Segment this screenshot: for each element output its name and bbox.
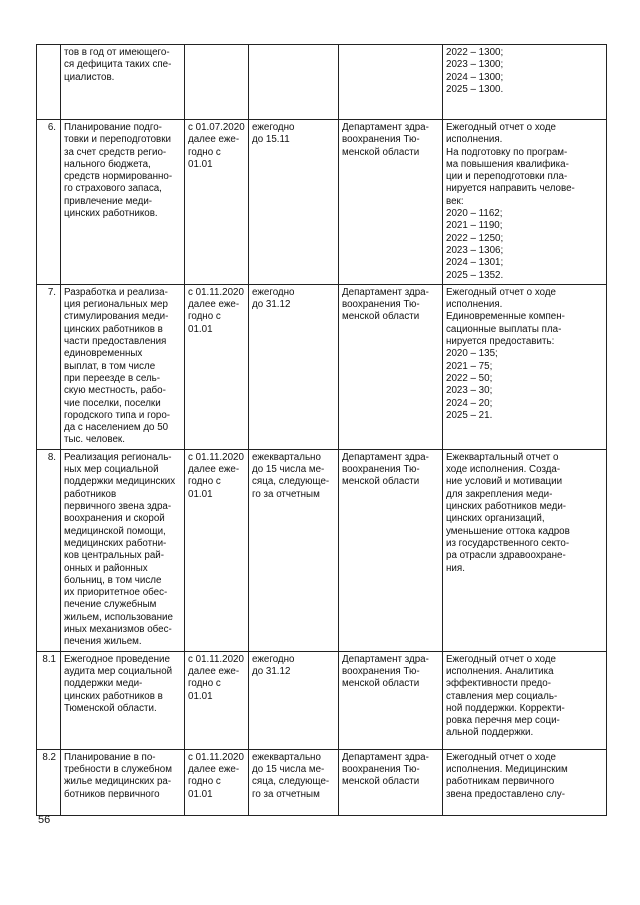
cell-num: 8.1 xyxy=(37,651,61,749)
cell-num: 6. xyxy=(37,120,61,285)
cell-period xyxy=(249,45,339,120)
table-row xyxy=(37,449,607,651)
cell-executor: Департамент здра- воохранения Тю- менской области xyxy=(339,449,443,651)
cell-start: с 01.07.2020 далее еже- годно с 01.01 xyxy=(185,120,249,285)
cell-executor: Департамент здра- воохранения Тю- менской области xyxy=(339,120,443,285)
cell-executor: Департамент здра- воохранения Тю- менской области xyxy=(339,284,443,449)
cell-executor: Департамент здра- воохранения Тю- менской области xyxy=(339,651,443,749)
table-row xyxy=(37,284,607,449)
cell-num: 8.2 xyxy=(37,749,61,815)
cell-result: 2022 – 1300; 2023 – 1300; 2024 – 1300; 2025 – 1300. xyxy=(443,45,607,120)
cell-num: 8. xyxy=(37,449,61,651)
cell-start xyxy=(185,45,249,120)
cell-measure: тов в год от имеющего- ся дефицита таких спе- циалистов. xyxy=(61,45,185,120)
cell-start: с 01.11.2020 далее еже- годно с 01.01 xyxy=(185,449,249,651)
cell-measure: Реализация региональ- ных мер социальной поддержки медицинских работников первичного звена здра- воохранения и скорой медицинской помощи, медицинских работни- ков центральных рай- онных и районных больниц, в том числе их приоритетное обес- печение служебным жильем, использование иных механизмов обес- печения жильем. xyxy=(61,449,185,651)
measures-table xyxy=(36,44,607,816)
cell-result: Ежеквартальный отчет о ходе исполнения. Созда- ние условий и мотивации для закрепления меди- цинских работников меди- цинских организаций, уменьшение оттока кадров из государственного секто- ра отрасли здравоохране- ния. xyxy=(443,449,607,651)
cell-period: ежеквартально до 15 числа ме- сяца, следующе- го за отчетным xyxy=(249,449,339,651)
cell-result: Ежегодный отчет о ходе исполнения. Единовременные компен- сационные выплаты пла- нируется предоставить: 2020 – 135; 2021 – 75; 2022 – 50; 2023 – 30; 2024 – 20; 2025 – 21. xyxy=(443,284,607,449)
table-row xyxy=(37,120,607,285)
table-body xyxy=(37,45,607,816)
table-row xyxy=(37,749,607,815)
cell-period: ежеквартально до 15 числа ме- сяца, следующе- го за отчетным xyxy=(249,749,339,815)
cell-start: с 01.11.2020 далее еже- годно с 01.01 xyxy=(185,651,249,749)
cell-measure: Планирование в по- требности в служебном жилье медицинских ра- ботников первичного xyxy=(61,749,185,815)
cell-period: ежегодно до 31.12 xyxy=(249,284,339,449)
cell-executor: Департамент здра- воохранения Тю- менской области xyxy=(339,749,443,815)
cell-result: Ежегодный отчет о ходе исполнения. На подготовку по програм- ма повышения квалифика- ции и переподготовки пла- нируется направить челове- век: 2020 – 1162; 2021 – 1190; 2022 – 1250; 2023 – 1306; 2024 – 1301; 2025 – 1352. xyxy=(443,120,607,285)
cell-measure: Ежегодное проведение аудита мер социальной поддержки меди- цинских работников в Тюменской области. xyxy=(61,651,185,749)
cell-num: 7. xyxy=(37,284,61,449)
cell-start: с 01.11.2020 далее еже- годно с 01.01 xyxy=(185,749,249,815)
cell-start: с 01.11.2020 далее еже- годно с 01.01 xyxy=(185,284,249,449)
cell-period: ежегодно до 31.12 xyxy=(249,651,339,749)
cell-period: ежегодно до 15.11 xyxy=(249,120,339,285)
table-row xyxy=(37,45,607,120)
cell-executor xyxy=(339,45,443,120)
table-row xyxy=(37,651,607,749)
cell-result: Ежегодный отчет о ходе исполнения. Аналитика эффективности предо- ставления мер социаль- ной поддержки. Корректи- ровка перечня мер соци- альной поддержки. xyxy=(443,651,607,749)
cell-measure: Разработка и реализа- ция региональных мер стимулирования меди- цинских работников в части предоставления единовременных выплат, в том числе при переезде в сель- скую местность, рабо- чие поселки, поселки городского типа и горо- да с населением до 50 тыс. человек. xyxy=(61,284,185,449)
cell-measure: Планирование подго- товки и переподготовки за счет средств регио- нального бюджета, средств нормированно- го страхового запаса, привлечение меди- цинских работников. xyxy=(61,120,185,285)
cell-result: Ежегодный отчет о ходе исполнения. Медицинским работникам первичного звена предоставлено слу- xyxy=(443,749,607,815)
page-number: 56 xyxy=(38,814,51,826)
cell-num xyxy=(37,45,61,120)
